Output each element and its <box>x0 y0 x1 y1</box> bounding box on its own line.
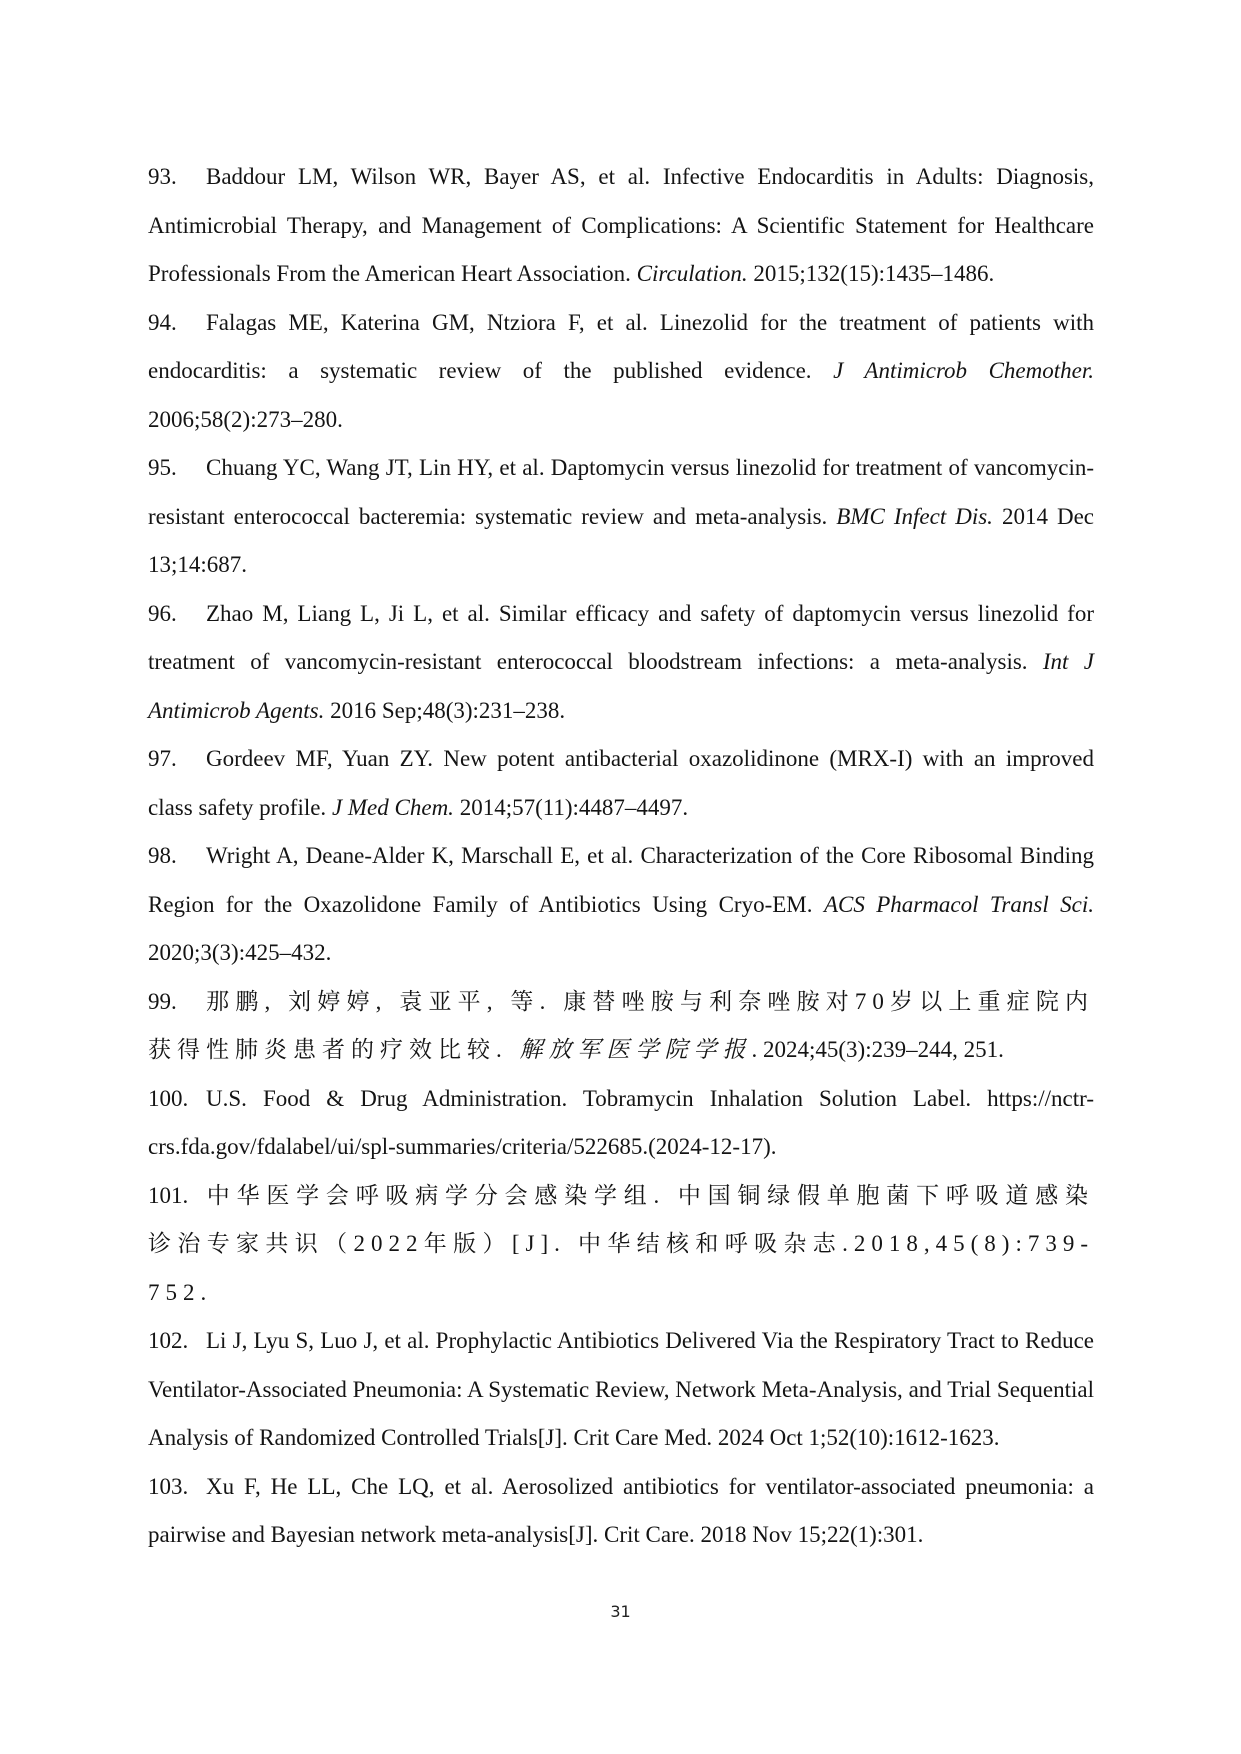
reference-text: Baddour LM, Wilson WR, Bayer AS, et al. Infective Endocarditis in Adults: Diagnosis, Antimicrobial Therapy, and Management of Complications: A Scientific Statement for Healthcare Professionals From the American Heart Association. <box>148 164 1094 286</box>
reference-95 <box>148 444 1094 590</box>
reference-number: 95. <box>148 455 177 480</box>
reference-number: 103. <box>148 1473 189 1499</box>
reference-94 <box>148 299 1094 445</box>
reference-number: 102. <box>148 1328 189 1353</box>
journal-name: Int J Antimicrob Agents. <box>148 649 1094 723</box>
reference-number: 98. <box>148 843 177 868</box>
reference-text: Falagas ME, Katerina GM, Ntziora F, et al. Linezolid for the treatment of patients with endocarditis: a systematic review of the published evidence. <box>148 309 1094 383</box>
reference-number: 97. <box>148 746 177 771</box>
reference-text: Gordeev MF, Yuan ZY. New potent antibacterial oxazolidinone (MRX-I) with an improved class safety profile. <box>148 746 1094 820</box>
reference-citation: 2020;3(3):425–432. <box>148 940 332 965</box>
reference-citation: 2016 Sep;48(3):231–238. <box>324 697 566 723</box>
reference-99 <box>148 978 1094 1075</box>
reference-number: 99. <box>148 988 177 1014</box>
reference-text: Xu F, He LL, Che LQ, et al. Aerosolized antibiotics for ventilator-associated pneumonia: a pairwise and Bayesian network meta-analysis[J]. Crit Care. 2018 Nov 15;22(1):301. <box>148 1473 1094 1547</box>
journal-name: J Med Chem. <box>331 794 454 820</box>
reference-number: 93. <box>148 164 177 189</box>
page-number: 31 <box>610 1602 631 1621</box>
reference-96 <box>148 590 1094 736</box>
reference-list <box>148 153 1094 1560</box>
reference-citation: 2014 Dec 13;14:687. <box>148 503 1094 577</box>
reference-103 <box>148 1463 1094 1560</box>
reference-100 <box>148 1075 1094 1172</box>
journal-name: J Antimicrob Chemother. <box>833 358 1094 383</box>
reference-text: 那鹏, 刘婷婷, 袁亚平, 等. 康替唑胺与利奈唑胺对70岁以上重症院内获得性肺炎患者的疗效比较. <box>148 988 1094 1062</box>
reference-93 <box>148 153 1094 299</box>
reference-number: 100. <box>148 1085 189 1111</box>
reference-98 <box>148 832 1094 978</box>
reference-citation: 2014;57(11):4487–4497. <box>453 794 689 820</box>
journal-name: BMC Infect Dis. <box>836 503 993 529</box>
journal-name: Circulation. <box>636 261 748 286</box>
reference-text: Zhao M, Liang L, Ji L, et al. Similar efficacy and safety of daptomycin versus linezolid for treatment of vancomycin-resistant enterococcal bloodstream infections: a meta-analysis. <box>148 600 1094 674</box>
journal-name: 解放军医学院学报 <box>519 1037 752 1062</box>
reference-citation: 2015;132(15):1435–1486. <box>747 261 995 286</box>
reference-number: 94. <box>148 309 177 335</box>
reference-102 <box>148 1317 1094 1463</box>
reference-text: 中华医学会呼吸病学分会感染学组. 中国铜绿假单胞菌下呼吸道感染诊治专家共识（2022年版）[J]. 中华结核和呼吸杂志.2018,45(8):739-752. <box>148 1182 1094 1305</box>
reference-text: Wright A, Deane-Alder K, Marschall E, et al. Characterization of the Core Ribosomal Binding Region for the Oxazolidone Family of Antibiotics Using Cryo-EM. <box>148 843 1094 917</box>
reference-text: Chuang YC, Wang JT, Lin HY, et al. Daptomycin versus linezolid for treatment of vancomycin-resistant enterococcal bacteremia: systematic review and meta-analysis. <box>148 455 1094 529</box>
reference-97 <box>148 735 1094 832</box>
journal-name: ACS Pharmacol Transl Sci. <box>823 891 1095 917</box>
reference-citation: 2006;58(2):273–280. <box>148 406 343 432</box>
reference-citation: . 2024;45(3):239–244, 251. <box>751 1037 1004 1062</box>
reference-101 <box>148 1172 1094 1318</box>
reference-text: U.S. Food & Drug Administration. Tobramycin Inhalation Solution Label. https://nctr-crs.fda.gov/fdalabel/ui/spl-summaries/criteria/522685.(2024-12-17). <box>148 1085 1094 1159</box>
reference-number: 101. <box>148 1182 189 1208</box>
reference-text: Li J, Lyu S, Luo J, et al. Prophylactic Antibiotics Delivered Via the Respiratory Tract to Reduce Ventilator-Associated Pneumonia: A Systematic Review, Network Meta-Analysis, and Trial Sequential Analysis of Randomized Controlled Trials[J]. Crit Care Med. 2024 Oct 1;52(10):1612-1623. <box>148 1328 1094 1450</box>
reference-number: 96. <box>148 600 177 626</box>
